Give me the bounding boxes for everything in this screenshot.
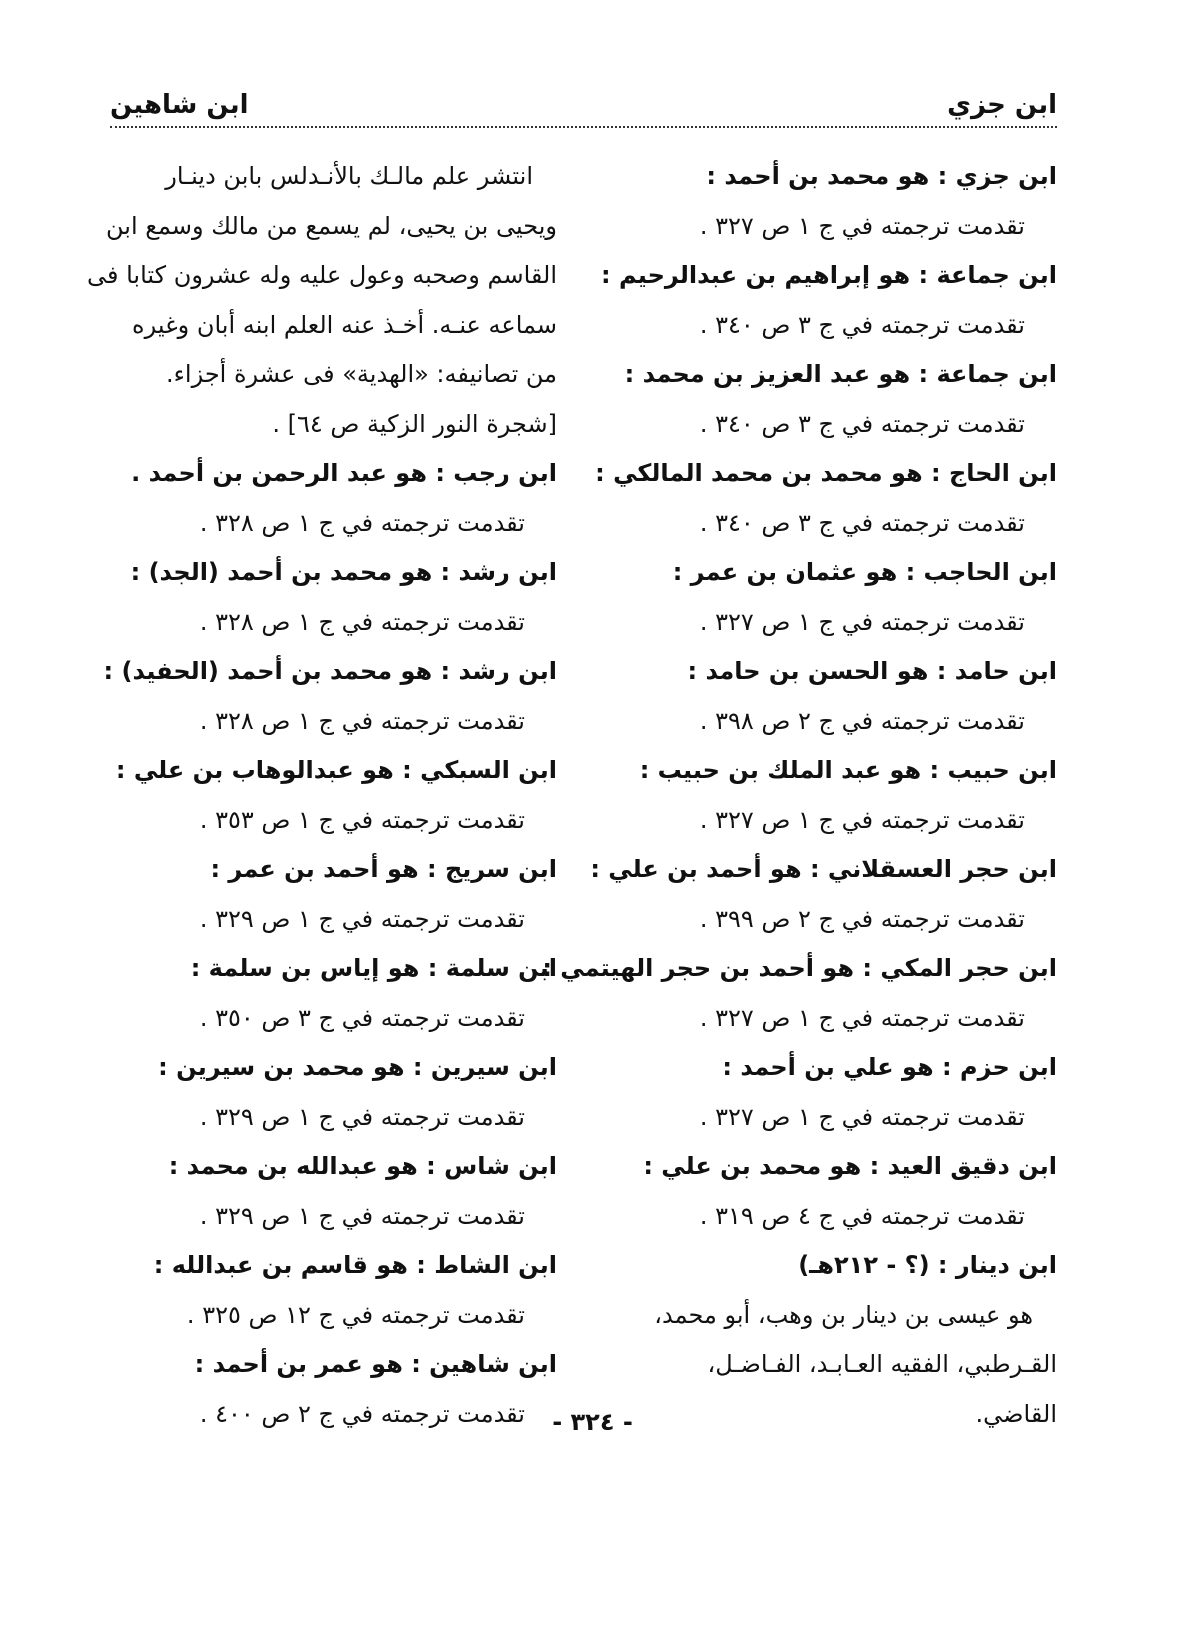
entry-reference: هو محمد بن أحمد (الجد) : xyxy=(130,558,433,586)
entry-heading: ابن جماعة : هو إبراهيم بن عبدالرحيم : xyxy=(601,261,1057,289)
entry-note: تقدمت ترجمته في ج ١ ص ٣٢٧ . xyxy=(699,211,1025,240)
entry-heading: ابن جزي : هو محمد بن أحمد : xyxy=(706,162,1057,190)
entry-reference: هو عثمان بن عمر : xyxy=(672,558,898,586)
entry-heading: ابن شاهين : هو عمر بن أحمد : xyxy=(194,1350,557,1378)
entry-heading: ابن رجب : هو عبد الرحمن بن أحمد . xyxy=(131,459,557,487)
entry-name: ابن الشاط xyxy=(434,1251,557,1279)
entry-name: ابن جزي xyxy=(955,162,1057,190)
entry-name: ابن رشد xyxy=(458,657,557,685)
entry-name: ابن سلمة xyxy=(445,954,557,982)
entry-heading: ابن الشاط : هو قاسم بن عبدالله : xyxy=(153,1251,557,1279)
page-number: - ٣٢٤ - xyxy=(552,1408,633,1436)
entry-note: تقدمت ترجمته في ج ١ ص ٣٢٧ . xyxy=(699,607,1025,636)
entry-note: تقدمت ترجمته في ج ٣ ص ٣٥٠ . xyxy=(199,1003,525,1032)
entry-name: ابن جماعة xyxy=(936,360,1057,388)
entry-note: تقدمت ترجمته في ج ١٢ ص ٣٢٥ . xyxy=(186,1300,525,1329)
entry-reference: هو إياس بن سلمة : xyxy=(190,954,420,982)
entry-name: ابن السبكي xyxy=(420,756,557,784)
entry-reference: هو علي بن أحمد : xyxy=(722,1053,934,1081)
entry-name: ابن شاهين xyxy=(429,1350,557,1378)
left-column xyxy=(86,152,557,1439)
entry-reference: هو عبدالوهاب بن علي : xyxy=(115,756,394,784)
paragraph-line: هو عيسى بن دينار بن وهب، أبو محمد، xyxy=(654,1300,1033,1329)
entry-heading: ابن حزم : هو علي بن أحمد : xyxy=(722,1053,1057,1081)
paragraph-line: سماعه عنـه. أخـذ عنه العلم ابنه أبان وغيره xyxy=(132,310,557,339)
entry-name: ابن حامد xyxy=(954,657,1057,685)
entry-reference: هو محمد بن علي : xyxy=(643,1152,862,1180)
paragraph-line: من تصانيفه: «الهدية» فى عشرة أجزاء. xyxy=(166,360,557,388)
entry-note: تقدمت ترجمته في ج ١ ص ٣٢٨ . xyxy=(199,706,525,735)
entry-heading: ابن جماعة : هو عبد العزيز بن محمد : xyxy=(624,360,1057,388)
header-left-title: ابن شاهين xyxy=(110,90,249,120)
entry-name: ابن شاس xyxy=(444,1152,557,1180)
entry-note: تقدمت ترجمته في ج ٤ ص ٣١٩ . xyxy=(699,1201,1025,1230)
entry-note: تقدمت ترجمته في ج ٢ ص ٣٩٩ . xyxy=(699,904,1025,933)
entry-note: تقدمت ترجمته في ج ١ ص ٣٢٧ . xyxy=(699,805,1025,834)
paragraph-line: القاسم وصحبه وعول عليه وله عشرون كتابا فى xyxy=(86,261,557,289)
entry-reference: هو عبد الملك بن حبيب : xyxy=(639,756,922,784)
entry-name: ابن الحاج xyxy=(948,459,1057,487)
entry-reference: هو محمد بن أحمد (الحفيد) : xyxy=(103,657,433,685)
entry-heading: ابن حامد : هو الحسن بن حامد : xyxy=(687,657,1057,685)
entry-reference: هو أحمد بن عمر : xyxy=(210,855,419,883)
entry-note: تقدمت ترجمته في ج ١ ص ٣٢٧ . xyxy=(699,1003,1025,1032)
entry-heading: ابن سلمة : هو إياس بن سلمة : xyxy=(190,954,557,982)
paragraph-line: [شجرة النور الزكية ص ٦٤] . xyxy=(272,409,557,438)
entry-note: تقدمت ترجمته في ج ١ ص ٣٢٧ . xyxy=(699,1102,1025,1131)
entry-name: ابن رشد xyxy=(458,558,557,586)
entry-reference: هو عبد الرحمن بن أحمد . xyxy=(131,459,427,487)
entry-heading: ابن السبكي : هو عبدالوهاب بن علي : xyxy=(115,756,557,784)
entry-heading: ابن رشد : هو محمد بن أحمد (الحفيد) : xyxy=(103,657,557,685)
entry-note: تقدمت ترجمته في ج ٣ ص ٣٤٠ . xyxy=(699,409,1025,438)
paragraph-line: ويحيى بن يحيى، لم يسمع من مالك وسمع ابن xyxy=(106,211,557,240)
entry-heading: ابن شاس : هو عبدالله بن محمد : xyxy=(168,1152,557,1180)
entry-heading: ابن الحاجب : هو عثمان بن عمر : xyxy=(672,558,1057,586)
entry-heading: ابن حبيب : هو عبد الملك بن حبيب : xyxy=(639,756,1057,784)
entry-name: ابن جماعة xyxy=(936,261,1057,289)
paragraph-line: انتشر علم مالـك بالأنـدلس بابن دينـار xyxy=(165,162,533,190)
entry-heading: ابن دينار : (؟ - ٢١٢هـ) xyxy=(798,1251,1057,1279)
paragraph-line: القـرطبي، الفقيه العـابـد، الفـاضـل، xyxy=(707,1350,1057,1378)
entry-note: تقدمت ترجمته في ج ١ ص ٣٢٩ . xyxy=(199,904,525,933)
entry-name: ابن الحاجب xyxy=(923,558,1057,586)
entry-note: تقدمت ترجمته في ج ٣ ص ٣٤٠ . xyxy=(699,508,1025,537)
entry-reference: هو محمد بن أحمد : xyxy=(706,162,930,190)
entry-heading: ابن حجر المكي : هو أحمد بن حجر الهيتمي : xyxy=(542,954,1057,982)
entry-reference: هو الحسن بن حامد : xyxy=(687,657,929,685)
entry-heading: ابن رشد : هو محمد بن أحمد (الجد) : xyxy=(130,558,557,586)
running-header xyxy=(110,78,1057,128)
entry-name: ابن رجب xyxy=(453,459,557,487)
entry-reference: هو عبدالله بن محمد : xyxy=(168,1152,418,1180)
entry-reference: هو قاسم بن عبدالله : xyxy=(153,1251,408,1279)
entry-note: تقدمت ترجمته في ج ٢ ص ٤٠٠ . xyxy=(199,1399,525,1428)
entry-note: تقدمت ترجمته في ج ١ ص ٣٢٨ . xyxy=(199,508,525,537)
entry-note: تقدمت ترجمته في ج ١ ص ٣٢٩ . xyxy=(199,1102,525,1131)
entry-name: ابن دقيق العيد xyxy=(887,1152,1057,1180)
header-right-title: ابن جزي xyxy=(947,90,1057,120)
entry-note: تقدمت ترجمته في ج ١ ص ٣٢٩ . xyxy=(199,1201,525,1230)
entry-reference: هو أحمد بن علي : xyxy=(590,855,802,883)
entry-name: ابن حزم xyxy=(959,1053,1057,1081)
paragraph-line: القاضي. xyxy=(975,1399,1057,1428)
entry-reference: هو أحمد بن حجر الهيتمي : xyxy=(542,954,855,982)
entry-name: ابن حجر العسقلاني xyxy=(827,855,1057,883)
entry-name: ابن دينار xyxy=(955,1251,1057,1279)
entry-reference: (؟ - ٢١٢هـ) xyxy=(798,1251,930,1279)
entry-reference: هو محمد بن سيرين : xyxy=(158,1053,405,1081)
entry-heading: ابن سريج : هو أحمد بن عمر : xyxy=(210,855,557,883)
entry-reference: هو عبد العزيز بن محمد : xyxy=(624,360,911,388)
entry-name: ابن سريج xyxy=(444,855,557,883)
entry-reference: هو محمد بن محمد المالكي : xyxy=(595,459,923,487)
entry-heading: ابن الحاج : هو محمد بن محمد المالكي : xyxy=(595,459,1057,487)
entry-note: تقدمت ترجمته في ج ١ ص ٣٢٨ . xyxy=(199,607,525,636)
entry-heading: ابن حجر العسقلاني : هو أحمد بن علي : xyxy=(590,855,1057,883)
entry-note: تقدمت ترجمته في ج ٣ ص ٣٤٠ . xyxy=(699,310,1025,339)
entry-name: ابن حبيب xyxy=(947,756,1057,784)
entry-note: تقدمت ترجمته في ج ١ ص ٣٥٣ . xyxy=(199,805,525,834)
entry-name: ابن حجر المكي xyxy=(880,954,1057,982)
entry-heading: ابن سيرين : هو محمد بن سيرين : xyxy=(158,1053,557,1081)
entry-heading: ابن دقيق العيد : هو محمد بن علي : xyxy=(643,1152,1057,1180)
entry-reference: هو إبراهيم بن عبدالرحيم : xyxy=(601,261,911,289)
entry-reference: هو عمر بن أحمد : xyxy=(194,1350,403,1378)
entry-name: ابن سيرين xyxy=(430,1053,557,1081)
entry-note: تقدمت ترجمته في ج ٢ ص ٣٩٨ . xyxy=(699,706,1025,735)
